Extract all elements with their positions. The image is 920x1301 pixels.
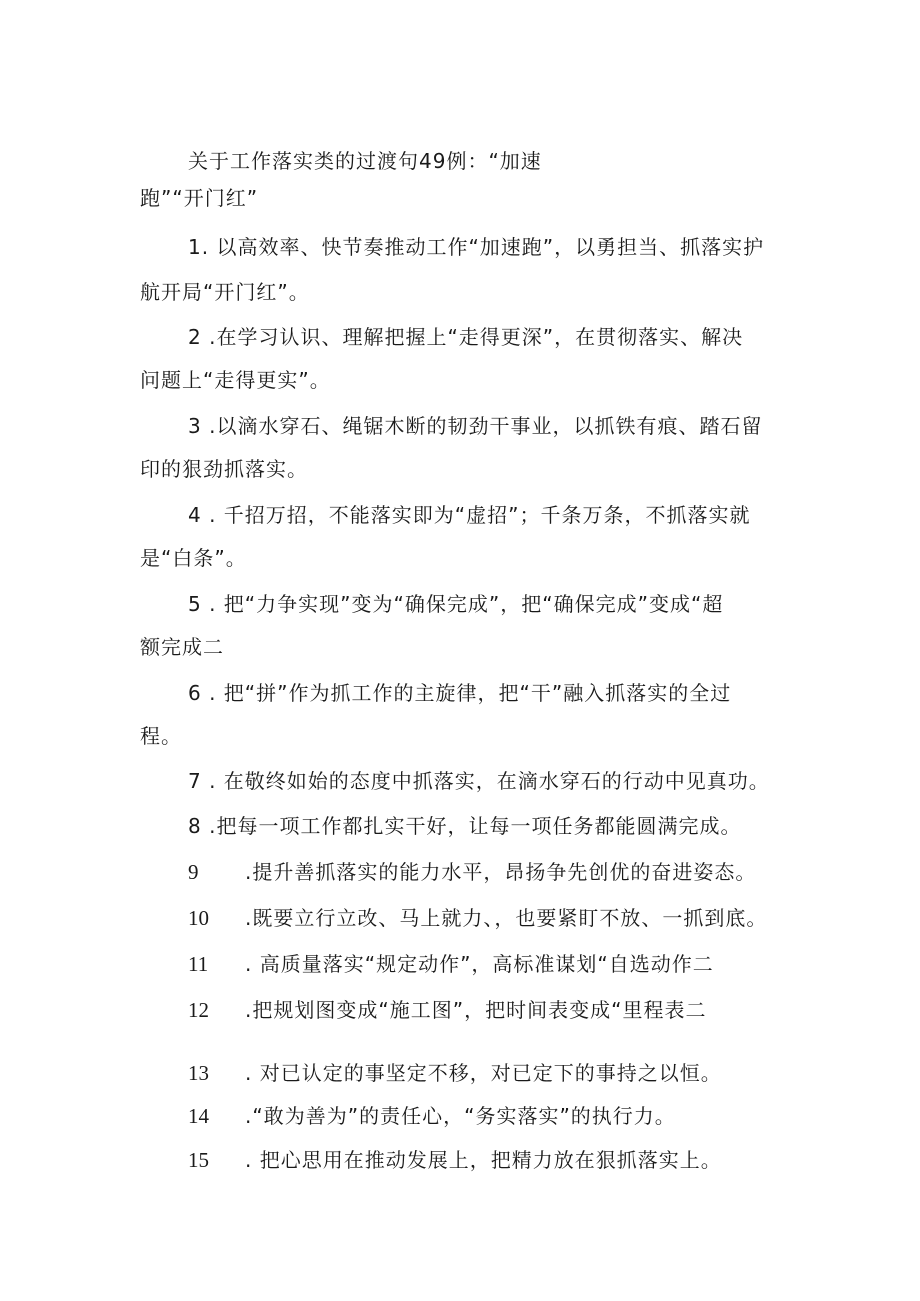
item-10-text: .既要立行立改、马上就力、，也要紧盯不放、一抓到底。 — [245, 906, 768, 930]
item-13-number: 13 — [188, 1061, 209, 1085]
document-title-line-2: 跑”“开门红” — [140, 186, 259, 210]
item-1-line-1: 1. 以高效率、快节奏推动工作“加速跑”，以勇担当、抓落实护 — [188, 235, 765, 259]
item-9-number: 9 — [188, 860, 199, 884]
item-3-line-1: 3 .以滴水穿石、绳锯木断的韧劲干事业，以抓铁有痕、踏石留 — [188, 414, 763, 438]
item-5-line-2: 额完成二 — [140, 635, 224, 659]
item-11-number: 11 — [188, 952, 209, 976]
item-14-number: 14 — [188, 1104, 209, 1128]
item-15-number: 15 — [188, 1148, 209, 1172]
item-12-text: .把规划图变成“施工图”，把时间表变成“里程表二 — [245, 998, 707, 1022]
item-4-line-2: 是“白条”。 — [140, 546, 247, 570]
item-10-number: 10 — [188, 906, 209, 930]
document-title-line-1: 关于工作落实类的过渡句49例：“加速 — [188, 149, 542, 173]
item-2-line-1: 2 .在学习认识、理解把握上“走得更深”，在贯彻落实、解决 — [188, 325, 744, 349]
item-11-text: . 高质量落实“规定动作”，高标准谋划“自选动作二 — [245, 952, 714, 976]
item-13-text: . 对已认定的事坚定不移，对已定下的事持之以恒。 — [245, 1061, 722, 1085]
item-14-text: .“敢为善为”的责任心，“务实落实”的执行力。 — [245, 1104, 676, 1128]
item-12-number: 12 — [188, 998, 209, 1022]
item-15-text: . 把心思用在推动发展上，把精力放在狠抓落实上。 — [245, 1148, 722, 1172]
item-3-line-2: 印的狠劲抓落实。 — [140, 457, 308, 481]
item-2-line-2: 问题上“走得更实”。 — [140, 368, 331, 392]
item-5-line-1: 5 . 把“力争实现”变为“确保完成”，把“确保完成”变成“超 — [188, 592, 724, 616]
item-9-text: .提升善抓落实的能力水平，昂扬争先创优的奋进姿态。 — [245, 860, 757, 884]
item-8-line-1: 8 .把每一项工作都扎实干好，让每一项任务都能圆满完成。 — [188, 814, 742, 838]
item-6-line-1: 6 . 把“拼”作为抓工作的主旋律，把“干”融入抓落实的全过 — [188, 681, 732, 705]
item-4-line-1: 4 . 千招万招，不能落实即为“虚招”；千条万条，不抓落实就 — [188, 503, 751, 527]
item-7-line-1: 7 . 在敬终如始的态度中抓落实，在滴水穿石的行动中见真功。 — [188, 769, 770, 793]
item-1-line-2: 航开局“开门红”。 — [140, 280, 310, 304]
item-6-line-2: 程。 — [140, 724, 182, 748]
